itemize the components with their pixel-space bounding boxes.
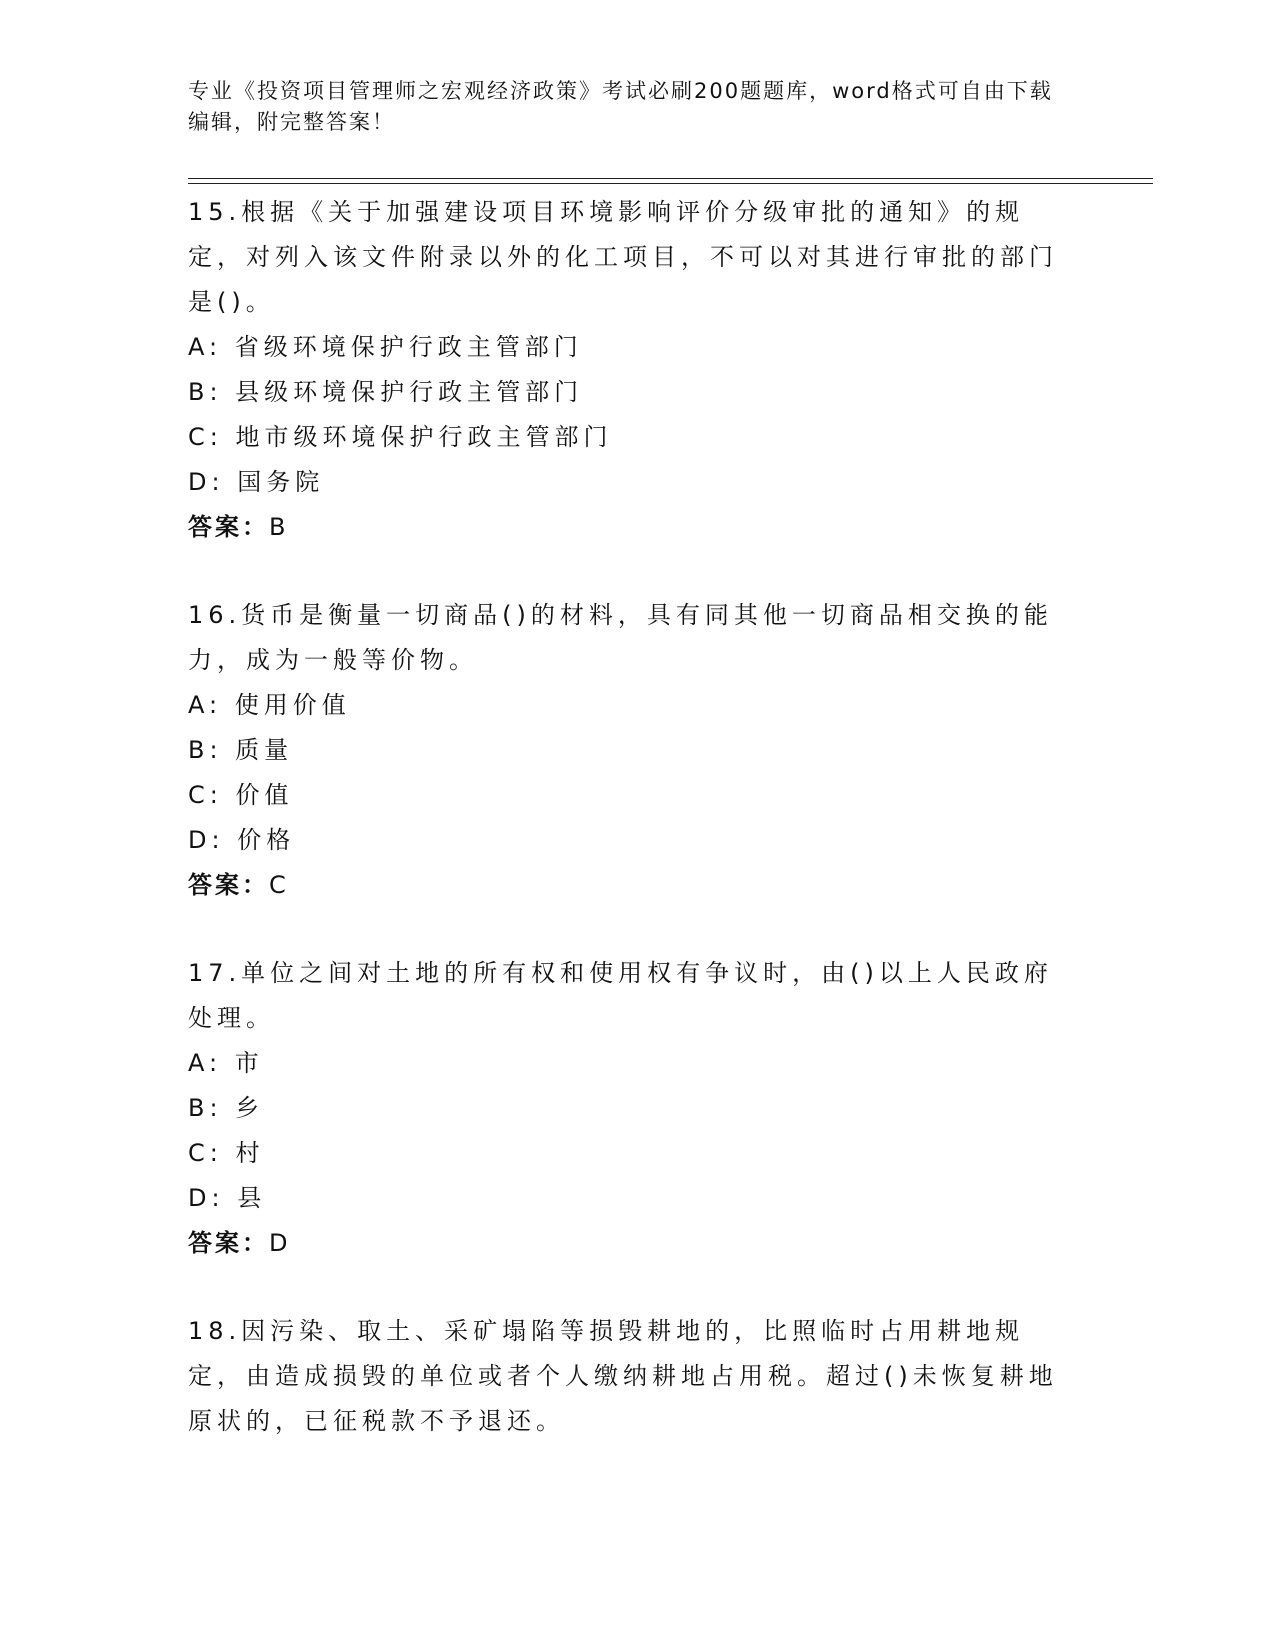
question-stem: 16.货币是衡量一切商品()的材料，具有同其他一切商品相交换的能力，成为一般等价物。 — [188, 601, 1053, 674]
document-intro: 专业《投资项目管理师之宏观经济政策》考试必刷200题题库，word格式可自由下载编辑，附完整答案！ — [188, 79, 1053, 134]
question-18 — [188, 1309, 1078, 1444]
option-a: A: 市 — [188, 1049, 264, 1077]
option-b: B: 乡 — [188, 1094, 265, 1122]
question-stem: 17.单位之间对土地的所有权和使用权有争议时，由()以上人民政府处理。 — [188, 959, 1053, 1032]
question-stem: 18.因污染、取土、采矿塌陷等损毁耕地的，比照临时占用耕地规定，由造成损毁的单位或者个人缴纳耕地占用税。超过()未恢复耕地原状的，已征税款不予退还。 — [188, 1317, 1058, 1435]
answer-value: B — [269, 513, 289, 541]
option-d: D: 国务院 — [188, 468, 325, 496]
option-b: B: 县级环境保护行政主管部门 — [188, 378, 584, 406]
question-stem: 15.根据《关于加强建设项目环境影响评价分级审批的通知》的规定，对列入该文件附录以外的化工项目，不可以对其进行审批的部门是()。 — [188, 198, 1058, 316]
answer-line — [188, 505, 1078, 550]
option-c: C: 村 — [188, 1139, 265, 1167]
answer-label: 答案： — [188, 871, 269, 899]
question-list — [188, 190, 1078, 1487]
header-divider-bottom — [188, 183, 1153, 184]
header-divider-top — [188, 178, 1153, 179]
answer-value: C — [269, 871, 289, 899]
answer-line — [188, 1221, 1078, 1266]
option-c: C: 地市级环境保护行政主管部门 — [188, 423, 613, 451]
answer-label: 答案： — [188, 1229, 269, 1257]
option-c: C: 价值 — [188, 781, 294, 809]
option-d: D: 县 — [188, 1184, 267, 1212]
option-a: A: 使用价值 — [188, 691, 351, 719]
answer-line — [188, 863, 1078, 908]
question-17 — [188, 951, 1078, 1266]
answer-label: 答案： — [188, 513, 269, 541]
question-16 — [188, 593, 1078, 908]
question-15 — [188, 190, 1078, 550]
option-b: B: 质量 — [188, 736, 294, 764]
option-a: A: 省级环境保护行政主管部门 — [188, 333, 583, 361]
answer-value: D — [269, 1229, 291, 1257]
option-d: D: 价格 — [188, 826, 296, 854]
